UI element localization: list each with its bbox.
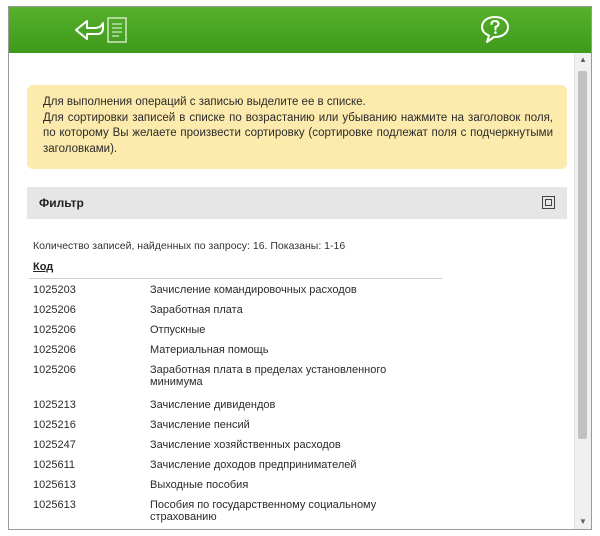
row-code: 1025206 [33,344,76,356]
info-line-2: Для сортировки записей в списке по возрастанию или убыванию нажмите на заголовок поля, по которому Вы желаете произвести сортировку (сортировке подлежат поля с подчеркнутыми заголовками). [43,111,553,155]
info-line-1: Для выполнения операций с записью выделите ее в списке. [43,96,366,108]
row-code: 1025206 [33,324,76,336]
row-name: Отпускные [150,324,206,336]
row-name: Заработная плата [150,304,243,316]
table-row[interactable] [9,436,577,456]
table-row[interactable] [9,361,577,396]
row-code: 1025613 [33,499,76,511]
row-code: 1025611 [33,459,76,471]
filter-panel[interactable] [27,187,567,219]
main-content [9,53,577,529]
help-speech-bubble-icon[interactable] [479,13,511,45]
results-count: Количество записей, найденных по запросу: 16. Показаны: 1-16 [33,240,346,252]
row-code: 1025216 [33,419,76,431]
scroll-down-icon[interactable]: ▼ [579,517,587,526]
back-arrow-icon[interactable] [73,15,129,45]
top-toolbar [9,7,591,53]
table-row[interactable] [9,496,577,529]
table-row[interactable] [9,416,577,436]
row-name: Зачисление командировочных расходов [150,284,357,296]
filter-title: Фильтр [39,196,84,210]
table-body [9,281,577,529]
row-code: 1025247 [33,439,76,451]
document-icon [108,18,126,42]
row-code: 1025206 [33,364,76,376]
row-name: Материальная помощь [150,344,269,356]
table-row[interactable] [9,456,577,476]
header-divider [29,278,442,279]
row-code: 1025213 [33,399,76,411]
row-code: 1025203 [33,284,76,296]
row-name: Пособия по государственному социальному страхованию [150,499,377,523]
table-row[interactable] [9,341,577,361]
column-header-code[interactable]: Код [33,261,54,273]
row-name: Зачисление доходов предпринимателей [150,459,357,471]
table-row[interactable] [9,476,577,496]
app-window [8,6,592,530]
scroll-thumb[interactable] [578,71,587,439]
table-row[interactable] [9,301,577,321]
row-name: Зачисление хозяйственных расходов [150,439,341,451]
row-name: Выходные пособия [150,479,249,491]
scroll-up-icon[interactable]: ▲ [579,55,587,64]
row-name: Заработная плата в пределах установленного минимума [150,364,387,388]
row-name: Зачисление дивидендов [150,399,276,411]
info-message [27,85,567,169]
table-row[interactable] [9,321,577,341]
row-name: Зачисление пенсий [150,419,250,431]
row-code: 1025206 [33,304,76,316]
table-row[interactable] [9,396,577,416]
vertical-scrollbar[interactable] [574,53,591,529]
table-row[interactable] [9,281,577,301]
row-code: 1025613 [33,479,76,491]
expand-icon[interactable] [542,196,555,209]
